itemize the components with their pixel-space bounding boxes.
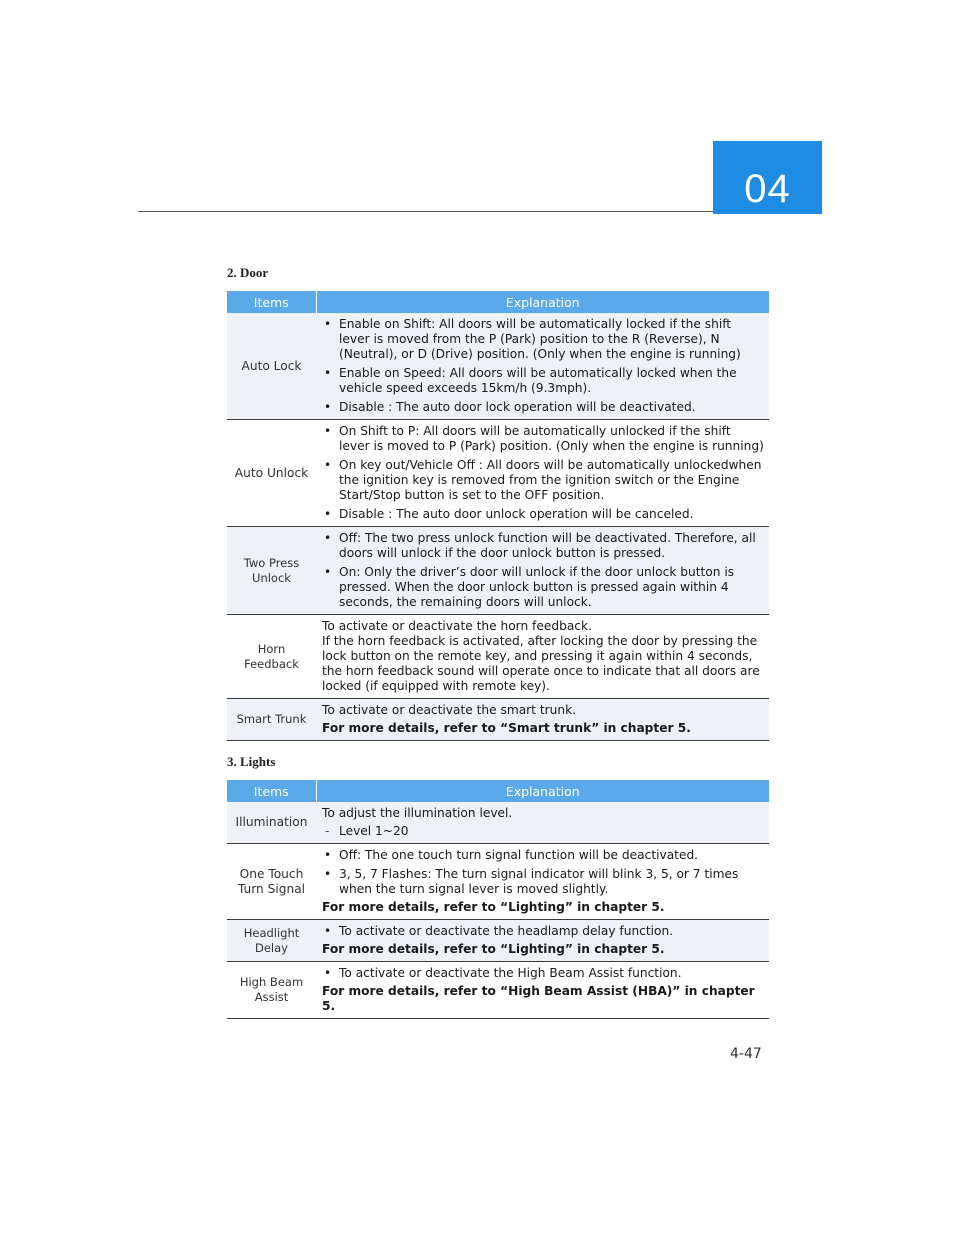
item-label-line: Horn	[257, 641, 286, 656]
list-item: • Disable : The auto door lock operation will be deactivated.	[322, 400, 765, 415]
list-item: • On Shift to P: All doors will be automatically unlocked if the shift lever is moved to P (Park) position. (Only when the engine is running)	[322, 424, 765, 454]
table-row-horn-feedback	[227, 615, 769, 699]
item-auto-unlock: Auto Unlock	[227, 420, 316, 527]
explanation-high-beam-assist	[316, 962, 769, 1019]
explanation-text: To activate or deactivate the horn feedback.	[322, 619, 592, 633]
explanation-illumination	[316, 802, 769, 844]
table-row-two-press-unlock	[227, 527, 769, 615]
table-header-row	[227, 780, 769, 802]
item-label-line: Assist	[254, 990, 289, 1004]
explanation-text: To activate or deactivate the smart trunk.	[322, 703, 577, 717]
item-one-touch-turn-signal	[227, 844, 316, 920]
header-explanation: Explanation	[316, 291, 769, 313]
table-row-one-touch-turn-signal	[227, 844, 769, 920]
reference-note: For more details, refer to “High Beam Assist (HBA)” in chapter 5.	[322, 984, 755, 1013]
item-auto-lock: Auto Lock	[227, 313, 316, 420]
item-label-line: High Beam	[239, 975, 304, 989]
table-header-row	[227, 291, 769, 313]
explanation-horn-feedback	[316, 615, 769, 699]
list-item: • On key out/Vehicle Off : All doors will be automatically unlockedwhen the ignition key is removed from the ignition switch or the Engine Start/Stop button is set to the OFF position.	[322, 458, 765, 503]
reference-note: For more details, refer to “Lighting” in chapter 5.	[322, 900, 665, 914]
reference-note: For more details, refer to “Smart trunk” in chapter 5.	[322, 721, 691, 735]
list-item: • Enable on Speed: All doors will be automatically locked when the vehicle speed exceeds 15km/h (9.3mph).	[322, 366, 765, 396]
item-smart-trunk: Smart Trunk	[227, 699, 316, 741]
item-label-line: Feedback	[244, 656, 299, 671]
list-item: • To activate or deactivate the High Beam Assist function.	[322, 966, 765, 981]
explanation-headlight-delay	[316, 920, 769, 962]
header-explanation: Explanation	[316, 780, 769, 802]
section-title-door: 2. Door	[227, 265, 269, 280]
list-item: • Enable on Shift: All doors will be automatically locked if the shift lever is moved from the P (Park) position to the R (Reverse), N (Neutral), or D (Drive) position. (Only when the engine is running)	[322, 317, 765, 362]
list-item: • To activate or deactivate the headlamp delay function.	[322, 924, 765, 939]
explanation-text: To adjust the illumination level.	[322, 806, 513, 820]
list-item: • Off: The one touch turn signal function will be deactivated.	[322, 848, 765, 863]
table-row-headlight-delay	[227, 920, 769, 962]
chapter-rule	[138, 211, 714, 212]
reference-note: For more details, refer to “Lighting” in chapter 5.	[322, 942, 665, 956]
explanation-text: If the horn feedback is activated, after locking the door by pressing the lock button on the remote key, and pressing it again within 4 seconds, the horn feedback sound will operate once to indicate that all doors are locked (if equipped with remote key).	[322, 634, 760, 693]
door-settings-table	[227, 291, 769, 741]
section-title-lights: 3. Lights	[227, 754, 276, 769]
item-horn-feedback	[227, 615, 316, 699]
table-row-high-beam-assist	[227, 962, 769, 1019]
table-row-illumination	[227, 802, 769, 844]
item-label-line: Two Press	[243, 555, 300, 570]
explanation-auto-unlock	[316, 420, 769, 527]
list-item: • 3, 5, 7 Flashes: The turn signal indicator will blink 3, 5, or 7 times when the turn signal lever is moved slightly.	[322, 867, 765, 897]
explanation-smart-trunk	[316, 699, 769, 741]
table-row-auto-lock	[227, 313, 769, 420]
list-item: • Off: The two press unlock function will be deactivated. Therefore, all doors will unlock if the door unlock button is pressed.	[322, 531, 765, 561]
list-item: - Level 1~20	[322, 824, 765, 839]
item-high-beam-assist	[227, 962, 316, 1019]
explanation-two-press-unlock	[316, 527, 769, 615]
item-headlight-delay	[227, 920, 316, 962]
item-label-line: Headlight	[243, 925, 300, 940]
header-items: Items	[227, 291, 316, 313]
table-row-smart-trunk	[227, 699, 769, 741]
page-number: 4-47	[730, 1046, 762, 1062]
explanation-auto-lock	[316, 313, 769, 420]
lights-settings-table	[227, 780, 769, 1019]
list-item: • Disable : The auto door unlock operation will be canceled.	[322, 507, 765, 522]
item-label-line: Unlock	[252, 570, 291, 585]
explanation-one-touch-turn-signal	[316, 844, 769, 920]
item-label-line: Turn Signal	[237, 881, 306, 896]
table-row-auto-unlock	[227, 420, 769, 527]
item-two-press-unlock	[227, 527, 316, 615]
item-label-line: One Touch	[239, 866, 304, 881]
header-items: Items	[227, 780, 316, 802]
item-illumination: Illumination	[227, 802, 316, 844]
list-item: • On: Only the driver’s door will unlock if the door unlock button is pressed. When the door unlock button is pressed again within 4 seconds, the remaining doors will unlock.	[322, 565, 765, 610]
item-label-line: Delay	[255, 940, 288, 955]
chapter-tab: 04	[713, 141, 822, 214]
